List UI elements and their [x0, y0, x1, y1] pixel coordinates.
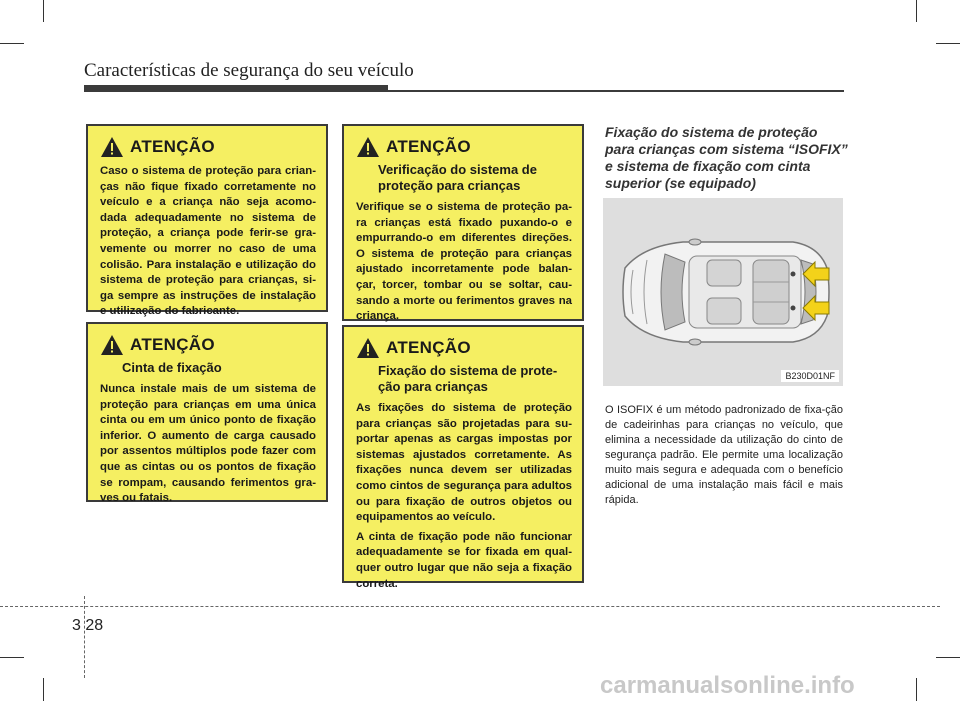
warning-box-2	[86, 322, 328, 505]
crop-mark	[936, 657, 960, 658]
warning-paragraph: Verifique se o sistema de proteção pa-ra crianças está fixado puxando-o e empurrando-o em diferentes direções. O sistema de proteção para crianças ajustado incorretamente pode balan-çar, torcer, tombar ou se soltar, cau-sando a morte ou ferimentos graves na criança.	[356, 201, 572, 323]
footer-rule-vertical	[84, 596, 85, 678]
page-number: 3 28	[72, 617, 104, 634]
section-heading: Fixação do sistema de proteção para crianças com sistema “ISOFIX” e sistema de fixação com cinta superior (se equipado)	[605, 124, 848, 191]
warning-title: ATENÇÃO	[386, 338, 471, 357]
warning-triangle-icon	[100, 136, 124, 158]
warning-paragraph: A cinta de fixação pode não funcionar adequadamente se for fixada em qual-quer outro lugar que não seja a fixação correta.	[356, 530, 572, 590]
warning-box-1	[86, 124, 328, 318]
warning-text	[356, 401, 572, 592]
page-header-title: Características de segurança do seu veículo	[84, 60, 414, 81]
warning-text	[356, 200, 572, 325]
warning-subtitle: Verificação do sistema de proteção para crianças	[378, 162, 537, 193]
warning-text	[100, 382, 316, 507]
crop-mark	[43, 678, 44, 701]
figure-code-label: B230D01NF	[781, 370, 839, 382]
warning-text	[100, 164, 316, 320]
header-rule-accent	[84, 85, 388, 92]
crop-mark	[916, 678, 917, 701]
isofix-description: O ISOFIX é um método padronizado de fixa-ção de cadeirinhas para crianças no veículo, que elimina a necessidade da utilização do cinto de segurança padrão. Ele permite uma localização muito mais segura e adequada com o benefício adicional de uma instalação mais fácil e mais rápida.	[605, 404, 843, 506]
warning-box-4	[342, 325, 584, 590]
crop-mark	[0, 657, 24, 658]
crop-mark	[916, 0, 917, 22]
warning-title: ATENÇÃO	[386, 137, 471, 156]
warning-triangle-icon	[356, 337, 380, 359]
warning-title: ATENÇÃO	[130, 137, 215, 156]
crop-mark	[43, 0, 44, 22]
warning-triangle-icon	[356, 136, 380, 158]
warning-paragraph: Nunca instale mais de um sistema de proteção para crianças em uma única cinta ou em um único ponto de fixação inferior. O aumento de carga causado por assentos múltiplos pode fazer com que as cintas ou os pontos de fixação se rompam, causando ferimentos gra-ves ou fatais.	[100, 383, 316, 505]
warning-box-3	[342, 124, 584, 321]
warning-triangle-icon	[100, 334, 124, 356]
warning-subtitle: Cinta de fixação	[122, 360, 222, 375]
footer-rule	[0, 606, 940, 607]
warning-paragraph: Caso o sistema de proteção para crian-ças não fique fixado corretamente no veículo e a criança não seja acomo-dada adequadamente no sistema de proteção, a criança pode ferir-se gra-vemente ou morrer no caso de uma colisão. Para instalação e utilização do sistema de proteção para crianças, si-ga sempre as instruções de instalação e utilização do fabricante.	[100, 165, 316, 318]
warning-title: ATENÇÃO	[130, 335, 215, 354]
warning-subtitle: Fixação do sistema de prote-ção para crianças	[378, 363, 558, 394]
crop-mark	[0, 43, 24, 44]
warning-paragraph: As fixações do sistema de proteção para crianças são projetadas para su-portar apenas as cargas impostas por sistemas ajustados corretamente. As fixações nunca devem ser utilizadas como cintos de segurança para adultos ou para fixação de outros objetos ou equipamentos ao veículo.	[356, 402, 572, 524]
car-isofix-illustration	[603, 198, 843, 386]
watermark: carmanualsonline.info	[600, 672, 855, 699]
crop-mark	[936, 43, 960, 44]
car-top-view-icon	[603, 198, 843, 386]
